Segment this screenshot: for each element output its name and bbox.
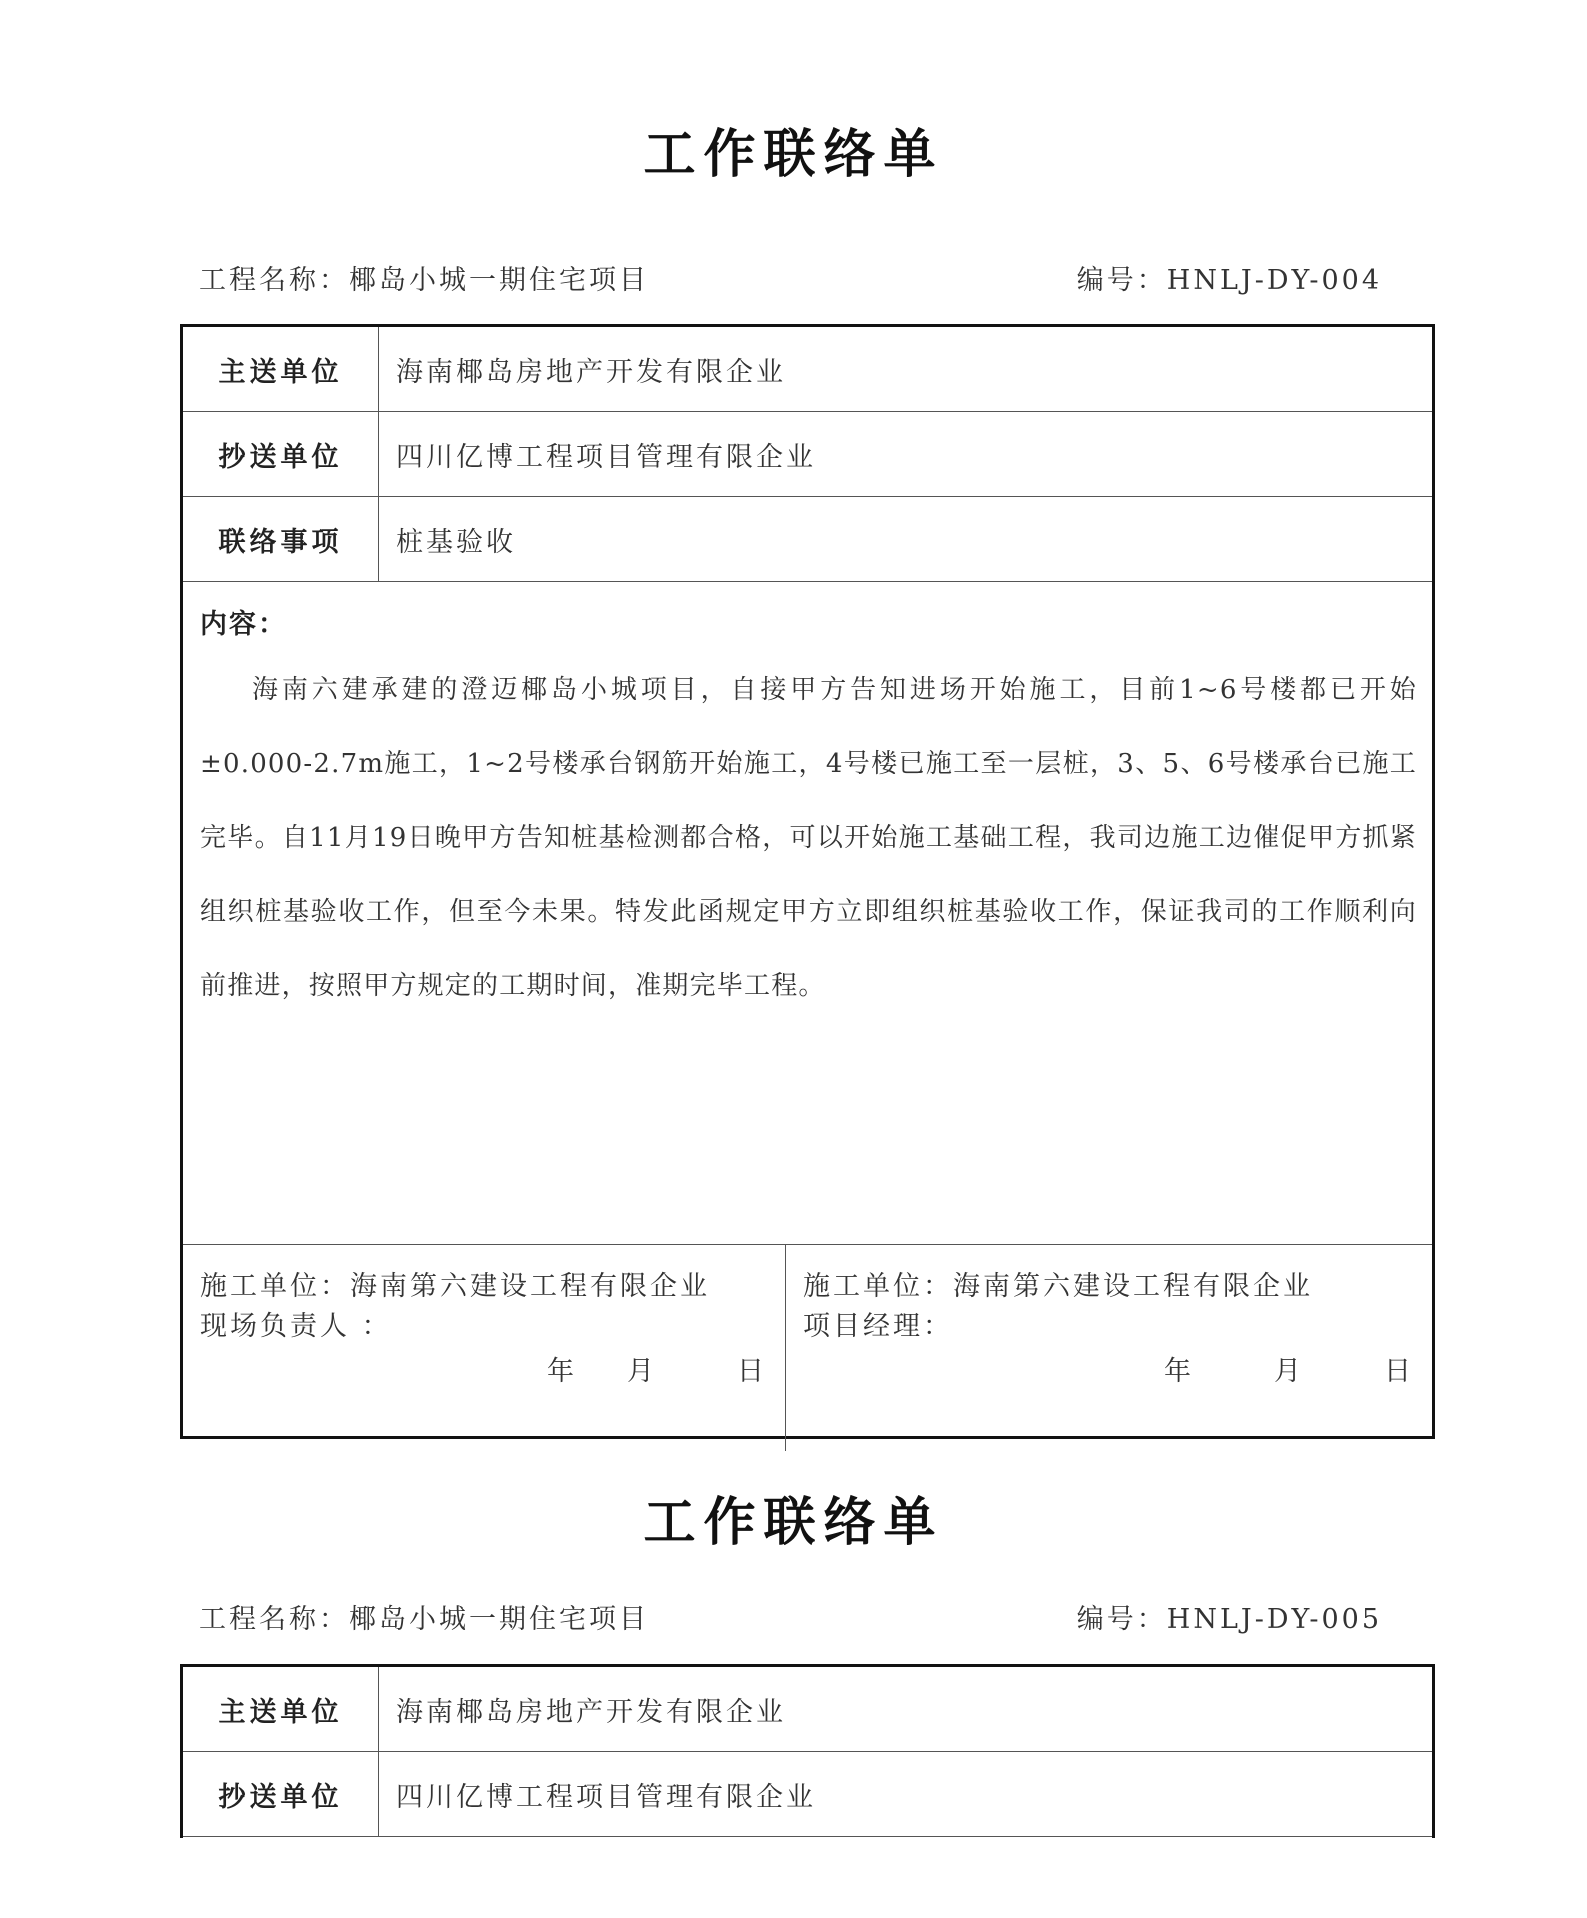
signature-left <box>183 1245 786 1451</box>
row-label: 联络事项 <box>183 497 379 581</box>
signature-right <box>786 1245 1432 1451</box>
row-cc-recipient <box>183 412 1432 497</box>
project-name: 工程名称：椰岛小城一期住宅项目 <box>199 1604 649 1635</box>
document-number: 编号：HNLJ-DY-004 <box>1076 265 1382 296</box>
row-label: 主送单位 <box>183 327 379 411</box>
date-year: 年 <box>547 1356 577 1387</box>
date-year: 年 <box>1164 1356 1194 1387</box>
content-text: 海南六建承建的澄迈椰岛小城项目，自接甲方告知进场开始施工，目前1~6号楼都已开始±0.000-2.7m施工，1~2号楼承台钢筋开始施工，4号楼已施工至一层桩，3、5、6号楼承台已施工完毕。自11月19日晚甲方告知桩基检测都合格，可以开始施工基础工程，我司边施工边催促甲方抓紧组织桩基验收工作，但至今未果。特发此函规定甲方立即组织桩基验收工作，保证我司的工作顺利向前推进，按照甲方规定的工期时间，准期完毕工程。 <box>200 675 1417 1001</box>
form-2-title: 工作联络单 <box>643 1493 944 1553</box>
date-month: 月 <box>1274 1356 1304 1387</box>
row-cc-recipient <box>183 1752 1432 1837</box>
signature-date <box>1164 1349 1414 1388</box>
content-heading: 内容： <box>200 609 287 640</box>
signature-person: 现场负责人 ： <box>200 1311 392 1342</box>
row-value: 四川亿博工程项目管理有限企业 <box>396 441 816 473</box>
form-2-meta <box>199 1597 1382 1637</box>
signature-section <box>183 1245 1432 1451</box>
form-2-table <box>180 1664 1435 1838</box>
date-day: 日 <box>1384 1356 1414 1387</box>
project-name: 工程名称：椰岛小城一期住宅项目 <box>199 265 649 296</box>
row-value: 四川亿博工程项目管理有限企业 <box>396 1781 816 1813</box>
signature-unit: 施工单位：海南第六建设工程有限企业 <box>200 1271 710 1302</box>
row-value: 海南椰岛房地产开发有限企业 <box>396 1696 786 1728</box>
signature-date <box>547 1349 767 1388</box>
date-day: 日 <box>737 1356 767 1387</box>
date-month: 月 <box>627 1356 657 1387</box>
form-1-meta <box>199 258 1382 298</box>
row-value: 海南椰岛房地产开发有限企业 <box>396 356 786 388</box>
row-main-recipient <box>183 327 1432 412</box>
row-subject <box>183 497 1432 582</box>
row-label: 抄送单位 <box>183 1752 379 1836</box>
content-section <box>183 582 1432 1245</box>
row-value: 桩基验收 <box>396 526 516 558</box>
signature-unit: 施工单位：海南第六建设工程有限企业 <box>803 1271 1313 1302</box>
form-1-table <box>180 324 1435 1439</box>
row-main-recipient <box>183 1667 1432 1752</box>
row-label: 主送单位 <box>183 1667 379 1751</box>
row-label: 抄送单位 <box>183 412 379 496</box>
form-1-title: 工作联络单 <box>643 125 944 185</box>
signature-person: 项目经理： <box>803 1311 953 1342</box>
document-number: 编号：HNLJ-DY-005 <box>1076 1604 1382 1635</box>
